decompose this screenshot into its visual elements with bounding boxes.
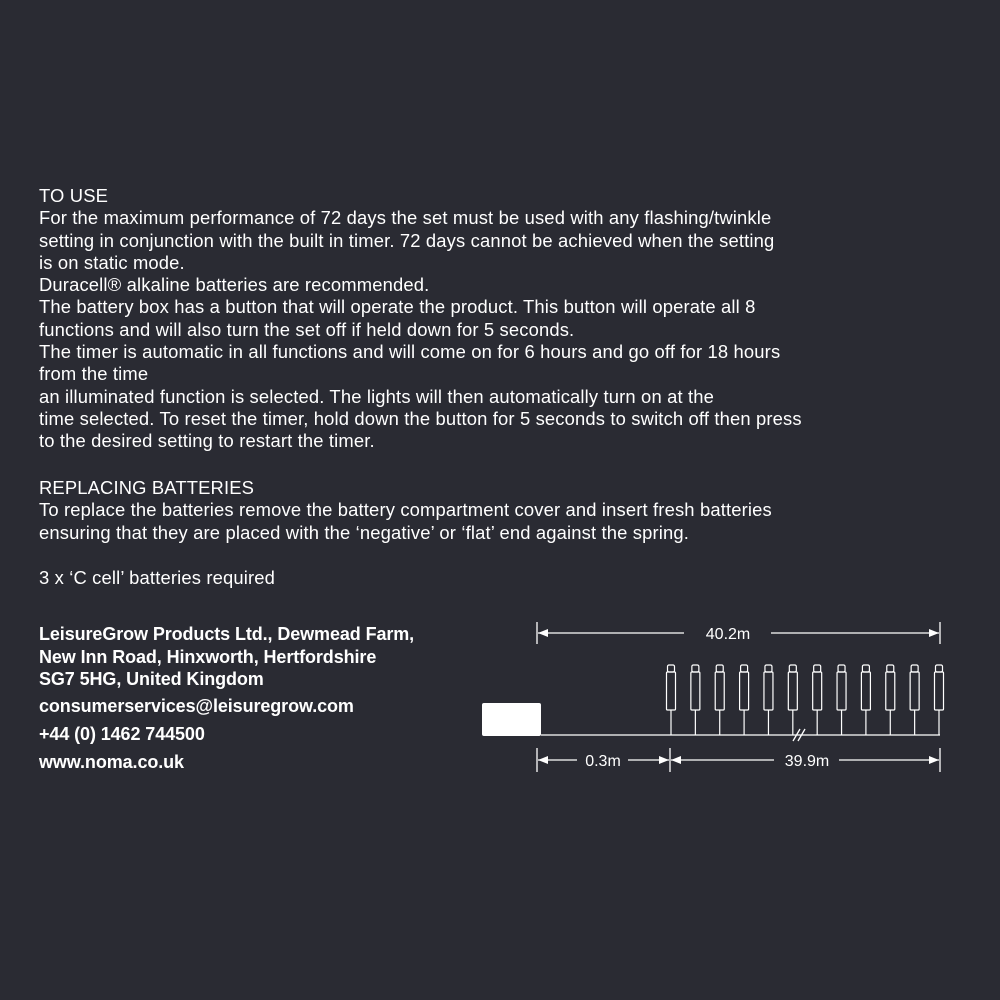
to-use-line: functions and will also turn the set off if held down for 5 seconds.: [39, 318, 575, 340]
to-use-line: For the maximum performance of 72 days the set must be used with any flashing/twinkle: [39, 207, 772, 229]
bulb-icon: [740, 665, 749, 735]
bulb-icon: [788, 665, 797, 735]
bulb-icon: [837, 665, 846, 735]
replacing-line: To replace the batteries remove the battery compartment cover and insert fresh batteries: [39, 499, 772, 521]
phone-text: +44 (0) 1462 744500: [39, 724, 205, 744]
batteries-required-text: 3 x ‘C cell’ batteries required: [39, 567, 275, 588]
bulb-icon: [861, 665, 870, 735]
arrowhead: [538, 756, 548, 764]
bulb-icon: [667, 665, 676, 735]
to-use-line: The battery box has a button that will operate the product. This button will operate all 8: [39, 296, 756, 318]
address-line: New Inn Road, Hinxworth, Hertfordshire: [39, 646, 377, 667]
bulb-icon: [764, 665, 773, 735]
bulb-icon: [886, 665, 895, 735]
arrowhead: [929, 629, 939, 637]
battery-box-icon: [482, 703, 541, 736]
bulb-icon: [813, 665, 822, 735]
replacing-heading: REPLACING BATTERIES: [39, 477, 255, 498]
lead-length-label: 0.3m: [585, 753, 621, 770]
replacing-line: ensuring that they are placed with the ‘negative’ or ‘flat’ end against the spring.: [39, 521, 690, 543]
bulbs-group: [667, 665, 944, 735]
email-text: consumerservices@leisuregrow.com: [39, 696, 354, 716]
address-line: SG7 5HG, United Kingdom: [39, 669, 264, 689]
to-use-line: time selected. To reset the timer, hold down the button for 5 seconds to switch off then press: [39, 407, 802, 429]
bulb-icon: [935, 665, 944, 735]
lit-length-label: 39.9m: [784, 753, 830, 770]
arrowhead: [538, 629, 548, 637]
bulb-icon: [715, 665, 724, 735]
to-use-line: to the desired setting to restart the timer.: [39, 430, 375, 452]
to-use-line: Duracell® alkaline batteries are recommended.: [39, 274, 430, 296]
to-use-line: The timer is automatic in all functions and will come on for 6 hours and go off for 18 hours: [39, 341, 781, 363]
to-use-line: an illuminated function is selected. The lights will then automatically turn on at the: [39, 385, 714, 407]
bulb-icon: [910, 665, 919, 735]
arrowhead: [659, 756, 669, 764]
to-use-heading: TO USE: [39, 185, 109, 206]
to-use-line: is on static mode.: [39, 251, 185, 273]
website-text: www.noma.co.uk: [39, 752, 184, 772]
arrowhead: [929, 756, 939, 764]
bulb-icon: [691, 665, 700, 735]
arrowhead: [671, 756, 681, 764]
to-use-line: setting in conjunction with the built in timer. 72 days cannot be achieved when the setting: [39, 229, 775, 251]
to-use-line: from the time: [39, 363, 149, 385]
total-length-label: 40.2m: [705, 626, 751, 643]
address-line: LeisureGrow Products Ltd., Dewmead Farm,: [39, 624, 415, 644]
